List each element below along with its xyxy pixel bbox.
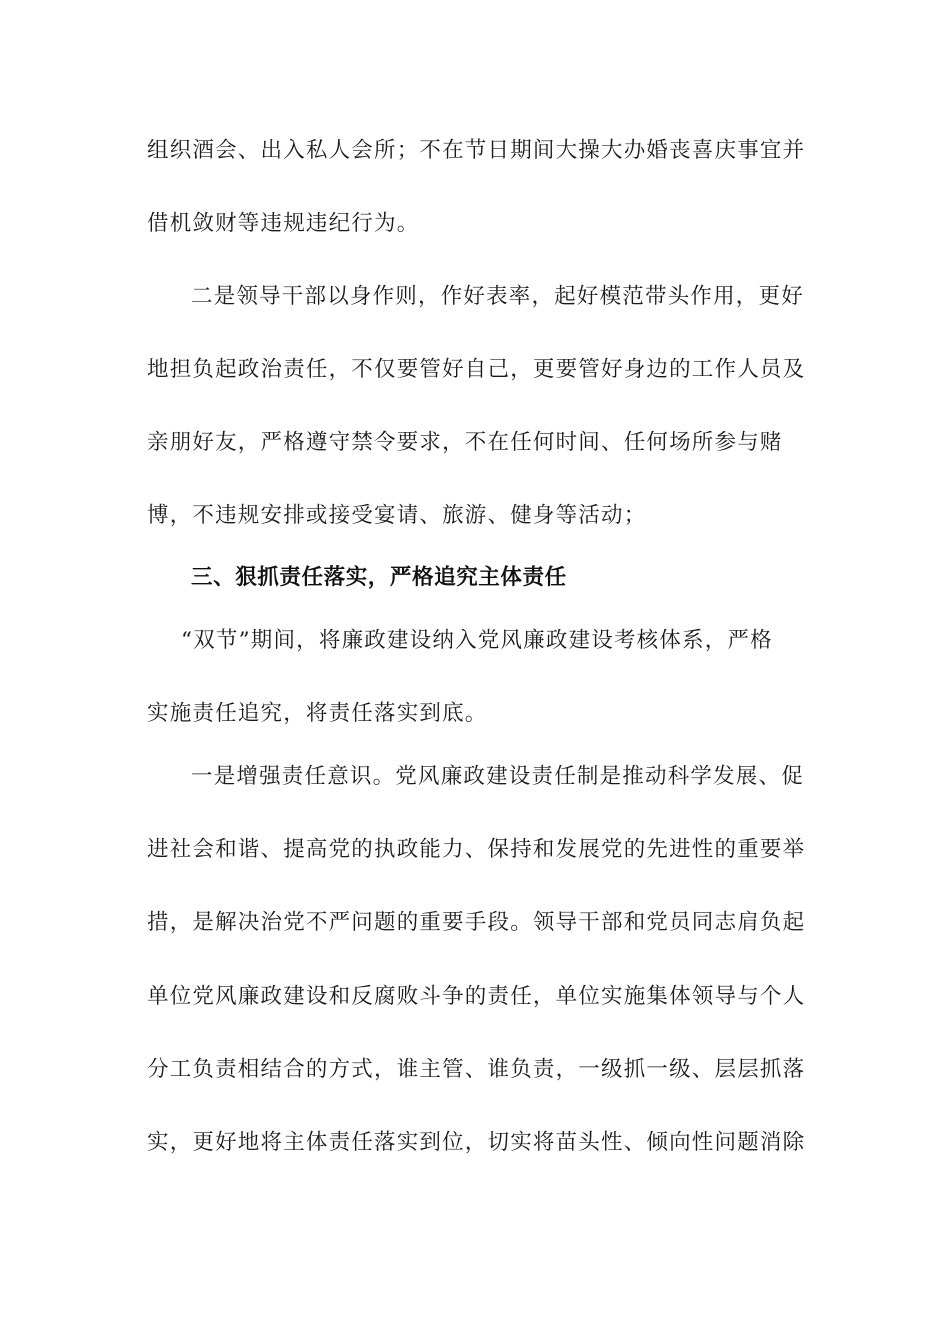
paragraph-first-line: “双节”期间，将廉政建设纳入党风廉政建设考核体系，严格 [181,628,773,653]
paragraph-first-line: 一是增强责任意识。党风廉政建设责任制是推动科学发展、促 [191,764,804,789]
body-text-line: 博，不违规安排或接受宴请、旅游、健身等活动； [147,503,647,528]
paragraph-first-line: 二是领导干部以身作则，作好表率，起好模范带头作用，更好 [191,284,804,309]
body-text-line: 实施责任追究，将责任落实到底。 [147,701,488,726]
body-text-line: 组织酒会、出入私人会所；不在节日期间大操大办婚丧喜庆事宜并 [147,138,806,163]
body-text-line: 分工负责相结合的方式，谁主管、谁负责，一级抓一级、层层抓落 [147,1057,806,1082]
body-text-line: 亲朋好友，严格遵守禁令要求，不在任何时间、任何场所参与赌 [147,430,783,455]
body-text-line: 措，是解决治党不严问题的重要手段。领导干部和党员同志肩负起 [147,910,806,935]
body-text-line: 借机敛财等违规违纪行为。 [147,211,420,236]
body-text-line: 地担负起政治责任，不仅要管好自己，更要管好身边的工作人员及 [147,357,806,382]
body-text-line: 进社会和谐、提高党的执政能力、保持和发展党的先进性的重要举 [147,837,806,862]
body-text-line: 实，更好地将主体责任落实到位，切实将苗头性、倾向性问题消除 [147,1130,806,1155]
body-text-line: 单位党风廉政建设和反腐败斗争的责任，单位实施集体领导与个人 [147,984,806,1009]
section-heading: 三、狠抓责任落实，严格追究主体责任 [191,565,567,590]
